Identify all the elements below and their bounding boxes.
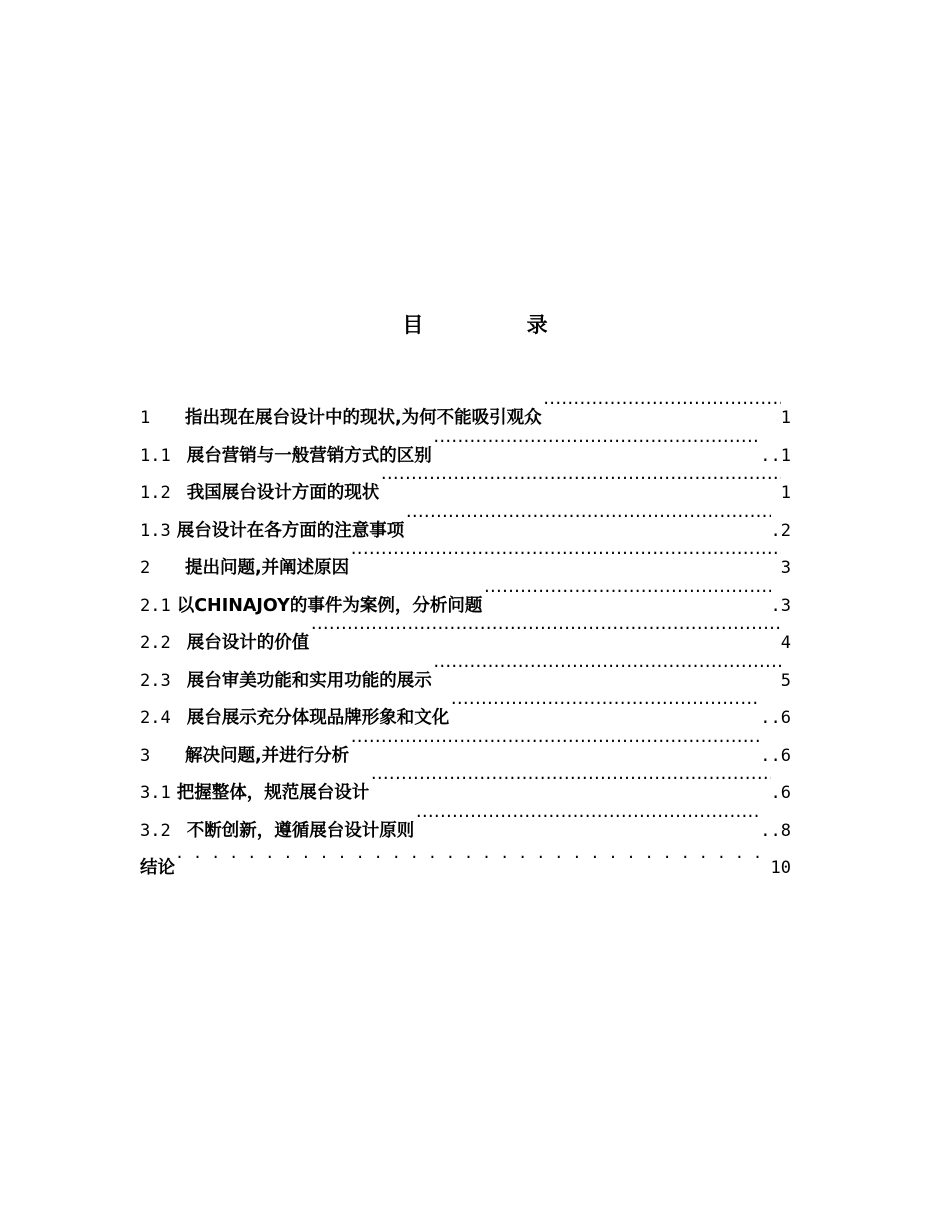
toc-entry-page: .2 [770, 520, 791, 541]
toc-entry-3[interactable] [140, 733, 791, 771]
toc-leader-dots [432, 433, 761, 461]
toc-entry-title: 展台营销与一般营销方式的区别 [186, 445, 432, 466]
toc-entry-number: 3.2 [140, 820, 171, 841]
toc-leader-dots [482, 583, 770, 611]
toc-entry-page: .6 [770, 783, 791, 803]
toc-leader-dots [369, 770, 770, 798]
toc-entry-number: 1.1 [140, 445, 171, 466]
toc-entry-3-1[interactable] [140, 770, 791, 808]
table-of-contents [140, 395, 791, 883]
toc-leader-dots [542, 395, 781, 423]
toc-entry-2[interactable] [140, 545, 791, 583]
page-title: 目 录 [402, 313, 596, 337]
toc-entry-page: 3 [780, 558, 791, 578]
toc-entry-title: 我国展台设计方面的现状 [186, 483, 380, 503]
toc-entry-number: 2 [140, 558, 151, 578]
toc-entry-title: 结论 [140, 858, 175, 878]
toc-entry-title: 展台展示充分体现品牌形象和文化 [186, 708, 450, 728]
toc-entry-2-3[interactable] [140, 658, 791, 696]
toc-entry-page: 1 [780, 408, 791, 428]
toc-entry-page: 10 [770, 858, 791, 878]
toc-entry-title: 展台设计的价值 [186, 633, 310, 653]
toc-entry-number: 1 [140, 408, 151, 428]
toc-entry-1[interactable] [140, 395, 791, 433]
toc-entry-2-4[interactable] [140, 695, 791, 733]
toc-entry-number: 3.1 [140, 783, 171, 803]
toc-entry-number: 1.3 [140, 520, 171, 541]
toc-leader-dots [349, 545, 781, 573]
toc-entry-title: 以CHINAJOY的事件为案例，分析问题 [176, 595, 483, 616]
toc-entry-2-2[interactable] [140, 620, 791, 658]
toc-entry-title: 提出问题,并阐述原因 [185, 558, 350, 578]
toc-entry-page: 4 [780, 633, 791, 653]
toc-leader-dots [175, 845, 771, 873]
toc-entry-page: ..8 [760, 820, 791, 841]
toc-entry-page: 1 [780, 483, 791, 503]
toc-entry-title: 指出现在展台设计中的现状,为何不能吸引观众 [185, 408, 542, 428]
toc-entry-title: 把握整体，规范展台设计 [176, 783, 370, 803]
toc-entry-page: ..1 [760, 445, 791, 466]
toc-entry-1-1[interactable] [140, 433, 791, 471]
toc-entry-number: 3 [140, 745, 151, 766]
toc-entry-title: 解决问题,并进行分析 [185, 745, 350, 766]
toc-leader-dots [309, 620, 781, 648]
toc-entry-1-3[interactable] [140, 508, 791, 546]
toc-entry-title: 不断创新，遵循展台设计原则 [186, 820, 415, 841]
toc-entry-page: .3 [770, 595, 791, 616]
toc-leader-dots [449, 695, 760, 723]
toc-entry-1-2[interactable] [140, 470, 791, 508]
toc-leader-dots [432, 658, 781, 686]
toc-entry-number: 2.1 [140, 595, 171, 616]
toc-entry-2-1[interactable] [140, 583, 791, 621]
toc-entry-title: 展台设计在各方面的注意事项 [176, 520, 405, 541]
toc-entry-number: 2.2 [140, 633, 171, 653]
toc-entry-page: 5 [780, 670, 791, 691]
toc-entry-number: 2.3 [140, 670, 171, 691]
toc-entry-conclusion[interactable] [140, 845, 791, 883]
toc-entry-number: 1.2 [140, 483, 171, 503]
toc-leader-dots [414, 808, 760, 836]
toc-leader-dots [404, 508, 770, 536]
toc-entry-page: ..6 [760, 745, 791, 766]
toc-entry-page: ..6 [760, 708, 791, 728]
toc-entry-3-2[interactable] [140, 808, 791, 846]
toc-entry-number: 2.4 [140, 708, 171, 728]
toc-leader-dots [379, 470, 781, 498]
toc-entry-title: 展台审美功能和实用功能的展示 [186, 670, 432, 691]
toc-leader-dots [349, 733, 760, 761]
